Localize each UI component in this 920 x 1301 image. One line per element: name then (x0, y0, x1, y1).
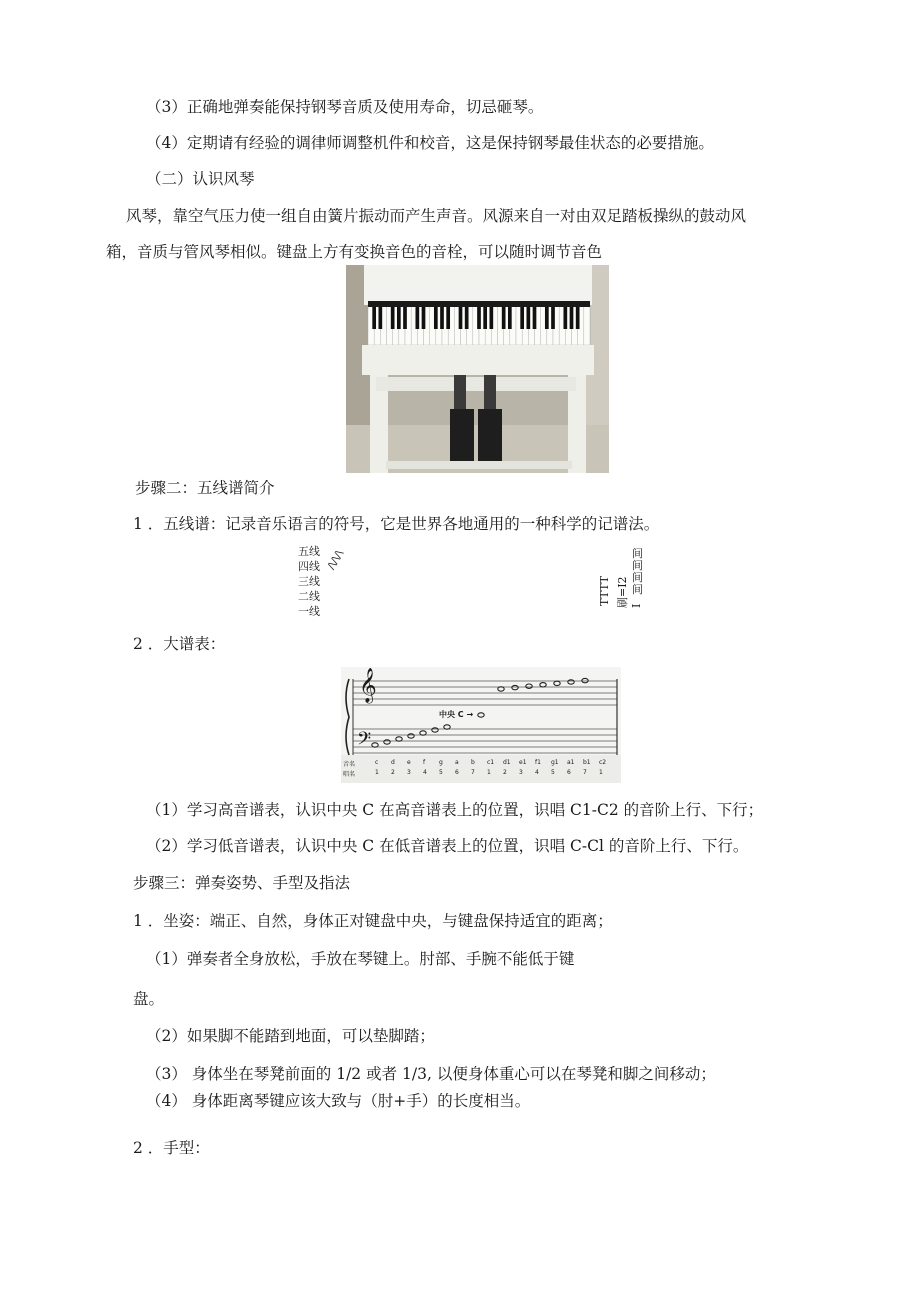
note-name-row-cell: d (391, 759, 395, 766)
solfege-row-cell: 4 (423, 769, 427, 776)
organ-black-key (508, 305, 512, 329)
solfege-row (341, 769, 621, 779)
organ-black-key (520, 305, 524, 329)
solfege-row-cell: 6 (455, 769, 459, 776)
organ-black-key (489, 305, 493, 329)
organ-white-key (584, 305, 590, 345)
organ-intro-line2: 箱，音质与管风琴相似。键盘上方有变换音色的音栓，可以随时调节音色 (106, 243, 603, 261)
solfege-row-cell: 1 (375, 769, 379, 776)
organ-black-key (446, 305, 450, 329)
sitting-posture-item: 1 ．坐姿：端正、自然，身体正对键盘中央，与键盘保持适宜的距离； (133, 912, 613, 930)
staff-line-4-label: 四线 (298, 560, 320, 573)
organ-black-key (502, 305, 506, 329)
solfege-row-cell: 2 (391, 769, 395, 776)
organ-photo (346, 265, 609, 473)
solfege-row-cell: 5 (551, 769, 555, 776)
organ-black-key (415, 305, 419, 329)
solfege-row-cell: 4 (535, 769, 539, 776)
section-heading-organ: （二）认识风琴 (146, 170, 255, 188)
solfege-row-cell: 2 (503, 769, 507, 776)
organ-black-key (526, 305, 530, 329)
staff-line-1-label: 一线 (298, 605, 320, 618)
note-name-row-cell: f1 (535, 759, 541, 766)
note-name-row (341, 759, 621, 769)
note-name-row-cell: e (407, 759, 411, 766)
bass-study-note: （2）学习低音谱表，认识中央 C 在低音谱表上的位置，识唱 C-Cl 的音阶上行、下行。 (146, 837, 749, 855)
solfege-row-cell: 3 (519, 769, 523, 776)
treble-clef-icon: 𝄞 (359, 668, 377, 703)
sitting-tip-2: （2）如果脚不能踏到地面，可以垫脚踏； (146, 1027, 435, 1045)
note-name-row-cell: f (423, 759, 426, 766)
organ-black-key (465, 305, 469, 329)
note-name-row-cell: g (439, 759, 443, 766)
organ-black-key (391, 305, 395, 329)
sitting-tip-4: （4） 身体距离琴键应该大致与（肘+手）的长度相当。 (146, 1092, 531, 1110)
note-name-row-cell: d1 (503, 759, 511, 766)
solfege-row-cell: 6 (567, 769, 571, 776)
organ-black-key (397, 305, 401, 329)
note-name-row-cell: b (471, 759, 475, 766)
note-name-row-cell: e1 (519, 759, 527, 766)
solfege-row-cell: 3 (407, 769, 411, 776)
staff-item: 1 ．五线谱：记录音乐语言的符号，它是世界各地通用的一种科学的记谱法。 (133, 515, 660, 533)
organ-black-key (378, 305, 382, 329)
organ-black-key (440, 305, 444, 329)
organ-black-key (576, 305, 580, 329)
middle-c-label: 中央 C → (439, 710, 474, 719)
treble-study-note: （1）学习高音谱表，认识中央 C 在高音谱表上的位置，识唱 C1-C2 的音阶上行、下行； (146, 801, 764, 819)
organ-black-key (545, 305, 549, 329)
organ-intro-line1: 风琴，靠空气压力使一组自由簧片振动而产生声音。风源来自一对由双足踏板操纵的鼓动风 (126, 207, 747, 225)
staff-space-4-label: 间 (632, 547, 643, 560)
organ-black-key (570, 305, 574, 329)
sitting-tip-3: （3） 身体坐在琴凳前面的 1/2 或者 1/3, 以便身体重心可以在琴凳和脚之间移动； (146, 1065, 716, 1083)
sitting-tip-1a: （1）弹奏者全身放松，手放在琴键上。肘部、手腕不能低于键 (146, 950, 575, 968)
hand-shape-item: 2 ．手型： (133, 1139, 210, 1157)
note-name-row-cell: b1 (583, 759, 591, 766)
note-name-row-cell: a (455, 759, 459, 766)
grand-staff-image (341, 667, 621, 783)
organ-black-key (483, 305, 487, 329)
staff-garbled-right-1: TTTT (598, 576, 611, 606)
staff-space-3-label: 间 (632, 559, 643, 572)
solfege-row-cell: 7 (471, 769, 475, 776)
note-name-row-label: 音名 (343, 761, 356, 768)
staff-line-2-label: 二线 (298, 590, 320, 603)
organ-black-key (422, 305, 426, 329)
note-name-row-cell: c2 (599, 759, 607, 766)
bass-clef-icon: 𝄢 (357, 729, 372, 754)
organ-black-key (563, 305, 567, 329)
solfege-row-cell: 1 (487, 769, 491, 776)
staff-garbled-right-2: 刷=I2 I (616, 576, 643, 608)
note-name-row-cell: a1 (567, 759, 575, 766)
staff-space-2-label: 间 (632, 571, 643, 584)
step3-heading: 步骤三：弹奏姿势、手型及指法 (133, 874, 351, 892)
staff-line-3-label: 三线 (298, 575, 320, 588)
paragraph-4: （4）定期请有经验的调律师调整机件和校音，这是保持钢琴最佳状态的必要措施。 (146, 134, 714, 152)
note-name-row-cell: c (375, 759, 379, 766)
organ-black-key (372, 305, 376, 329)
note-name-row-cell: g1 (551, 759, 559, 766)
organ-black-key (434, 305, 438, 329)
organ-black-key (477, 305, 481, 329)
staff-garbled-left: /\/\/\ (326, 548, 346, 572)
step2-heading: 步骤二：五线谱简介 (135, 479, 275, 497)
staff-lines-diagram (292, 540, 652, 624)
organ-key-rail (368, 301, 590, 307)
solfege-row-cell: 7 (583, 769, 587, 776)
organ-black-key (403, 305, 407, 329)
organ-black-key (533, 305, 537, 329)
solfege-row-cell: 1 (599, 769, 603, 776)
staff-line-5-label: 五线 (298, 545, 320, 558)
paragraph-3: （3）正确地弹奏能保持钢琴音质及使用寿命，切忌砸琴。 (146, 98, 544, 116)
organ-black-key (551, 305, 555, 329)
note-name-row-cell: c1 (487, 759, 495, 766)
solfege-row-label: 唱名 (343, 771, 356, 778)
sitting-tip-1b: 盘。 (133, 990, 165, 1008)
solfege-row-cell: 5 (439, 769, 443, 776)
staff-space-1-label: 间 (632, 583, 643, 596)
organ-black-key (459, 305, 463, 329)
grand-staff-item: 2 ．大谱表： (133, 635, 226, 653)
